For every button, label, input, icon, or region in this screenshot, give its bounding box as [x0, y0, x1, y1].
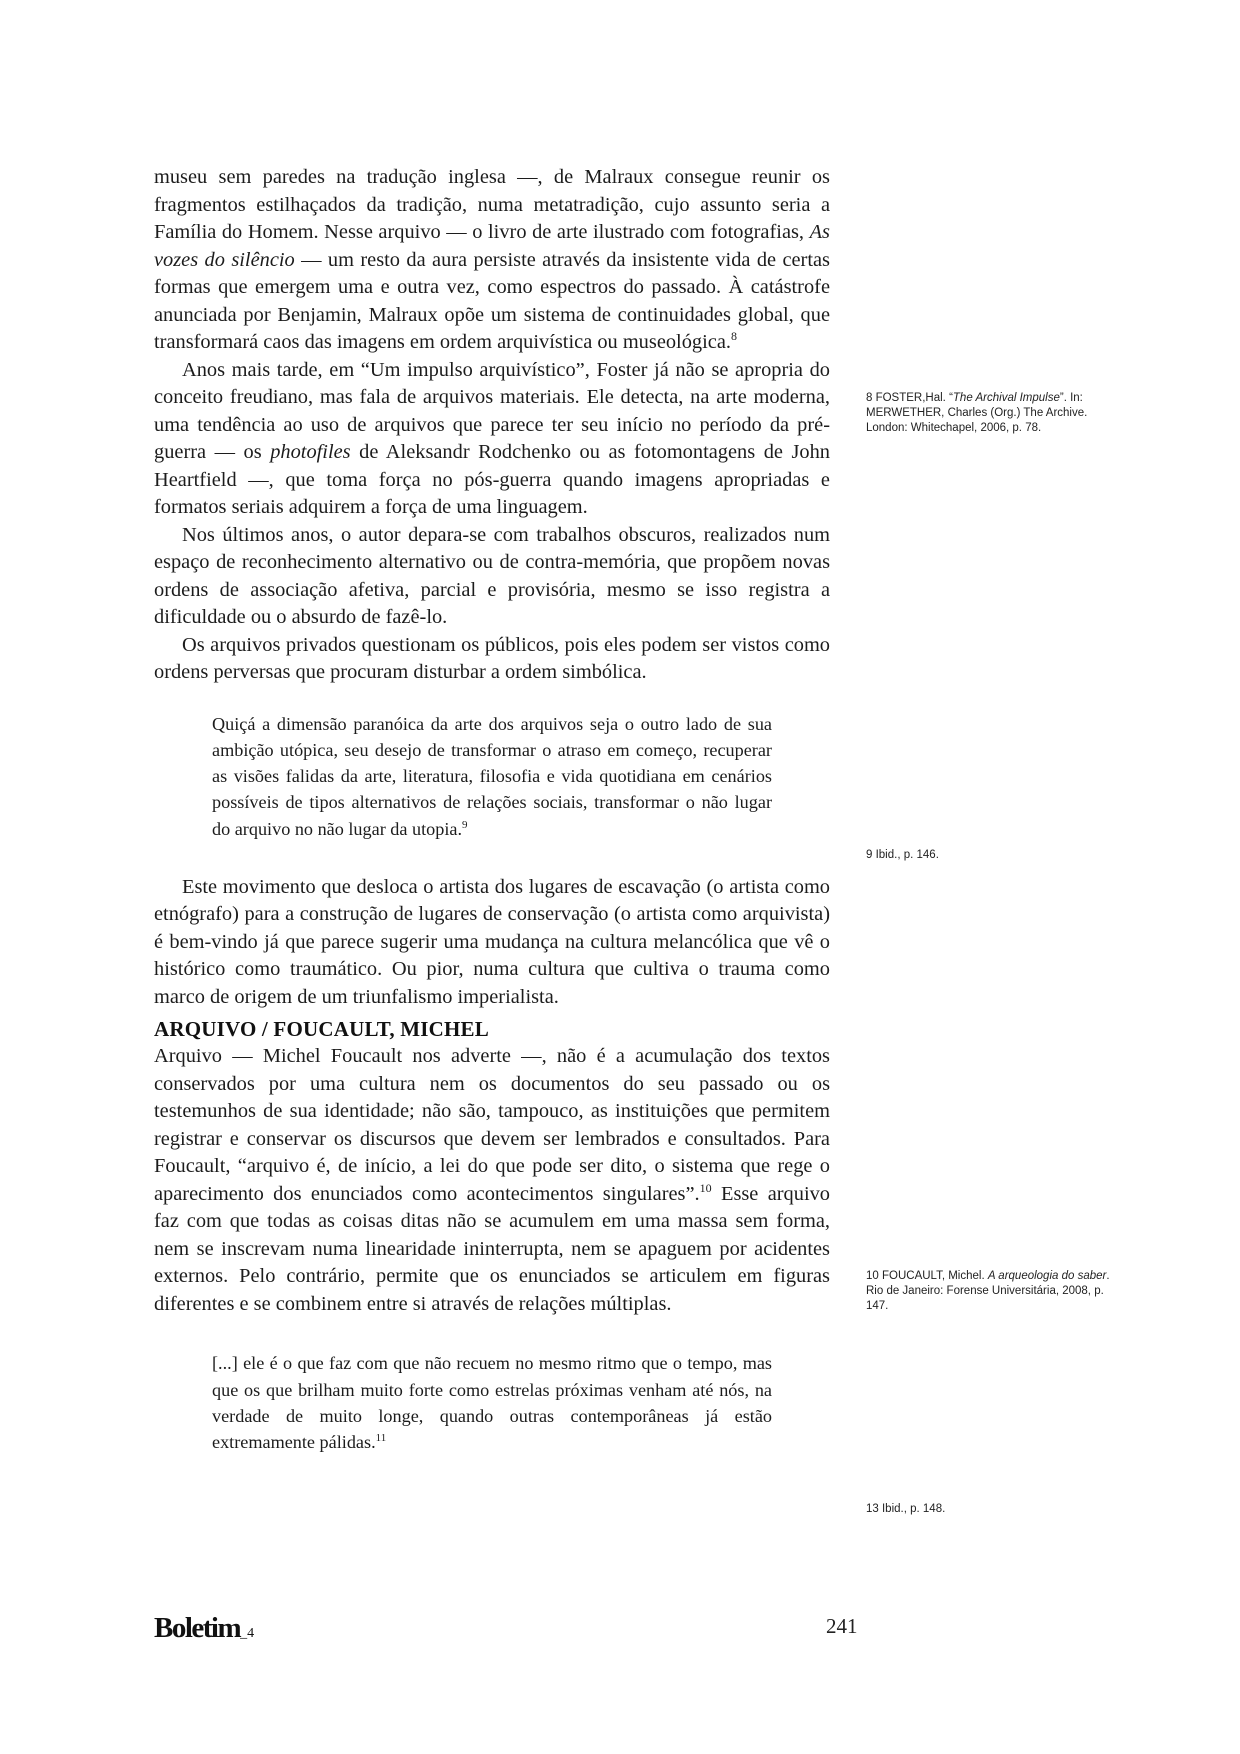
margin-note-13: 13 Ibid., p. 148.	[866, 1503, 946, 1515]
paragraph-text: — um resto da aura persiste através da insistente vida de certas formas que emergem uma e outra vez, como espectros do passado. À catástrofe anunciada por Benjamin, Malraux opõe um sistema de continuidades global, que transformará caos das imagens em ordem arquivística ou museológica.	[154, 248, 830, 353]
paragraph-text: Anos mais tarde, em “Um impulso arquivístico”, Foster já não se apropria do conceito freudiano, mas fala de arquivos materiais. Ele detecta, na arte moderna, uma tendência ao uso de arquivos que parece ter seu início no período da pré-guerra — os	[154, 358, 830, 463]
margin-note-9: 9 Ibid., p. 146.	[866, 849, 939, 861]
note-text: ”. In: MERWETHER, Charles (Org.) The Archive. London: Whitechapel, 2006, p. 78.	[866, 392, 1088, 434]
note-text: . Rio de Janeiro: Forense Universitária, 2008, p. 147.	[866, 1270, 1110, 1312]
paragraph-malraux	[154, 164, 830, 357]
section-heading: ARQUIVO / FOUCAULT, MICHEL	[154, 1017, 489, 1042]
paragraph-text: Esse arquivo faz com que todas as coisas ditas não se acumulem em uma massa sem forma, nem se inscrevam numa linearidade ininterrupta, nem se apaguem por acidentes externos. Pelo contrário, permite que os enunciados se articulem em figuras diferentes e se combinem entre si através de relações múltiplas.	[154, 1182, 831, 1315]
footnote-ref-9: 9	[462, 818, 468, 831]
margin-note-8	[866, 391, 1128, 436]
margin-note-10	[866, 1269, 1128, 1314]
main-text-column	[154, 164, 830, 1456]
paragraph-foster	[154, 357, 830, 522]
journal-name: Boletim	[154, 1612, 241, 1644]
journal-logo	[154, 1612, 254, 1645]
paragraph-ultimos-anos: Nos últimos anos, o autor depara-se com trabalhos obscuros, realizados num espaço de reconhecimento alternativo ou de contra-memória, que propõem novas ordens de associação afetiva, parcial e provisória, mesmo se isso registra a dificuldade ou o absurdo de fazê-lo.	[154, 523, 830, 628]
page-number: 241	[826, 1614, 858, 1638]
footnote-ref-11: 11	[375, 1432, 387, 1445]
paragraph-text: museu sem paredes na tradução inglesa —, de Malraux consegue reunir os fragmentos estilhaçados da tradição, numa metatradição, cujo assunto seria a Família do Homem. Nesse arquivo — o livro de arte ilustrado com fotografias,	[154, 166, 830, 243]
book-title: As vozes do silêncio	[154, 221, 830, 271]
paragraph-foucault	[154, 1043, 830, 1318]
issue-number: _4	[240, 1626, 255, 1641]
note-title: A arqueologia do saber	[987, 1270, 1107, 1282]
block-quote-foster	[212, 711, 772, 842]
note-text: 10 FOUCAULT, Michel.	[866, 1270, 988, 1282]
block-quote-foucault	[212, 1350, 772, 1455]
note-text: 8 FOSTER,Hal. “	[866, 392, 953, 404]
paragraph-text: Arquivo — Michel Foucault nos adverte —, não é a acumulação dos textos conservados por uma cultura nem os documentos do seu passado ou os testemunhos de sua identidade; não são, tampouco, as instituições que permitem registrar e conservar os discursos que devem ser lembrados e consultados. Para Foucault, “arquivo é, de início, a lei do que pode ser dito, o sistema que rege o aparecimento dos enunciados como acontecimentos singulares”.	[154, 1045, 830, 1205]
footnote-ref-10: 10	[699, 1181, 712, 1196]
quote-text: Quiçá a dimensão paranóica da arte dos arquivos seja o outro lado de sua ambição utópica, seu desejo de transformar o atraso em começo, recuperar as visões falidas da arte, literatura, filosofia e vida quotidiana em cenários possíveis de tipos alternativos de relações sociais, transformar o não lugar do arquivo no não lugar da utopia.	[212, 713, 772, 839]
paragraph-arquivos-privados: Os arquivos privados questionam os públicos, pois eles podem ser vistos como ordens perversas que procuram disturbar a ordem simbólica.	[154, 633, 830, 683]
footnote-ref-8: 8	[730, 329, 737, 344]
quote-text: [...] ele é o que faz com que não recuem no mesmo ritmo que o tempo, mas que os que brilham muito forte como estrelas próximas venham até nós, na verdade de muito longe, quando outras contemporâneas já estão extremamente pálidas.	[212, 1353, 772, 1453]
note-title: The Archival Impulse	[952, 392, 1060, 404]
paragraph-text: de Aleksandr Rodchenko ou as fotomontagens de John Heartfield —, que toma força no pós-guerra quando imagens apropriadas e formatos seriais adquirem a força de uma linguagem.	[154, 441, 830, 518]
paragraph-movimento: Este movimento que desloca o artista dos lugares de escavação (o artista como etnógrafo) para a construção de lugares de conservação (o artista como arquivista) é bem-vindo já que parece sugerir uma mudança na cultura melancólica que vê o histórico como traumático. Ou pior, numa cultura que cultiva o trauma como marco de origem de um triunfalismo imperialista.	[154, 875, 830, 1008]
italic-term: photofiles	[270, 441, 351, 463]
